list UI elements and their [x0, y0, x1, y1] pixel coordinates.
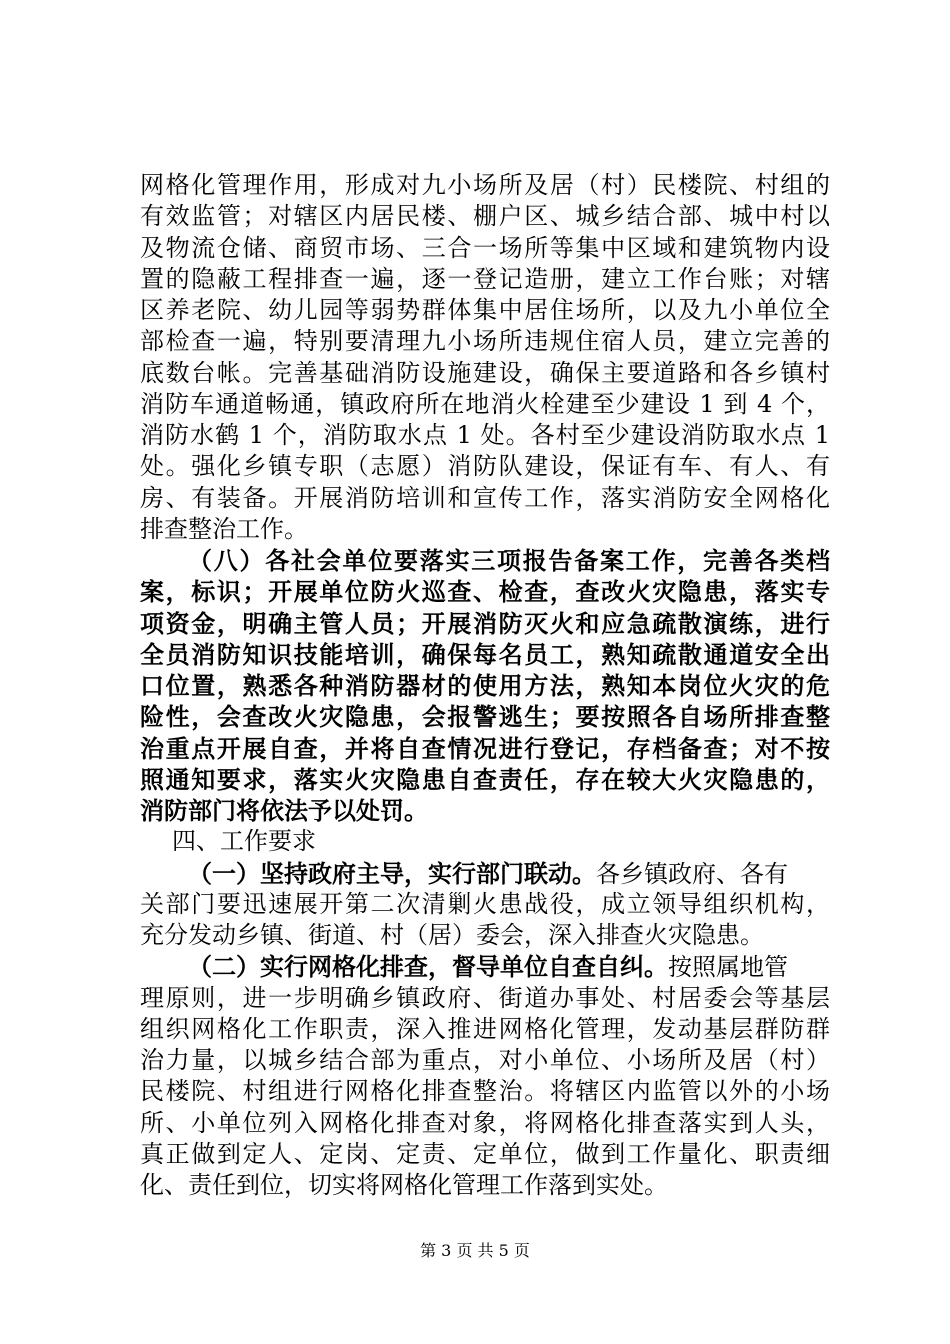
paragraph-line: 照通知要求，落实火灾隐患自查责任，存在较大火灾隐患的，	[140, 764, 830, 794]
paragraph-lead: （二）实行网格化排查，督导单位自查自纠。	[188, 952, 668, 982]
paragraph-line: 关部门要迅速展开第二次清剿火患战役，成立领导组织机构，	[140, 889, 830, 918]
paragraph-line: 消防车通道畅通，镇政府所在地消火栓建至少建设 1 到 4 个，	[140, 389, 830, 418]
paragraph-line: 案，标识；开展单位防火巡查、检查，查改火灾隐患，落实专	[140, 577, 830, 607]
paragraph-line: 充分发动乡镇、街道、村（居）委会，深入排查火灾隐患。	[140, 921, 764, 949]
paragraph-line: 理原则，进一步明确乡镇政府、街道办事处、村居委会等基层	[140, 983, 830, 1012]
paragraph-text: 按照属地管	[668, 953, 788, 982]
paragraph-text: 各乡镇政府、各有	[596, 859, 788, 888]
paragraph-line: 处。强化乡镇专职（志愿）消防队建设，保证有车、有人、有	[140, 452, 830, 481]
paragraph-line: 网格化管理作用，形成对九小场所及居（村）民楼院、村组的	[140, 171, 830, 199]
paragraph-line: 化、责任到位，切实将网格化管理工作落到实处。	[140, 1171, 668, 1199]
paragraph-line: 消防部门将依法予以处罚。	[140, 796, 428, 825]
paragraph-line: 所、小单位列入网格化排查对象，将网格化排查落实到人头，	[140, 1108, 830, 1137]
paragraph-line: 组织网格化工作职责，深入推进网格化管理，发动基层群防群	[140, 1014, 830, 1043]
paragraph-line: 真正做到定人、定岗、定责、定单位，做到工作量化、职责细	[140, 1139, 830, 1168]
paragraph-line: 置的隐蔽工程排查一遍，逐一登记造册，建立工作台账；对辖	[140, 264, 830, 293]
page-footer: 第 3 页 共 5 页	[420, 1241, 530, 1260]
paragraph-line: （八）各社会单位要落实三项报告备案工作，完善各类档	[188, 546, 830, 575]
paragraph-line: 民楼院、村组进行网格化排查整治。将辖区内监管以外的小场	[140, 1077, 830, 1106]
paragraph-line: 排查整治工作。	[140, 514, 308, 543]
paragraph-line: 有效监管；对辖区内居民楼、棚户区、城乡结合部、城中村以	[140, 202, 830, 231]
paragraph-line: 全员消防知识技能培训，确保每名员工，熟知疏散通道安全出	[140, 639, 830, 669]
paragraph-line: 治重点开展自查，并将自查情况进行登记，存档备查；对不按	[140, 733, 830, 763]
paragraph-line: 部检查一遍，特别要清理九小场所违规住宿人员，建立完善的	[140, 327, 830, 356]
paragraph-line: 底数台帐。完善基础消防设施建设，确保主要道路和各乡镇村	[140, 358, 830, 387]
paragraph-line: 及物流仓储、商贸市场、三合一场所等集中区域和建筑物内设	[140, 233, 830, 262]
paragraph-line	[188, 951, 830, 982]
paragraph-line: 消防水鹤 1 个，消防取水点 1 处。各村至少建设消防取水点 1	[140, 421, 830, 449]
paragraph-lead: （一）坚持政府主导，实行部门联动。	[188, 858, 596, 888]
paragraph-line: 口位置，熟悉各种消防器材的使用方法，熟知本岗位火灾的危	[140, 671, 830, 700]
paragraph-line: 治力量，以城乡结合部为重点，对小单位、小场所及居（村）	[140, 1046, 830, 1074]
paragraph-line: 房、有装备。开展消防培训和宣传工作，落实消防安全网格化	[140, 483, 830, 512]
paragraph-line: 险性，会查改火灾隐患，会报警逃生；要按照各自场所排查整	[140, 702, 830, 732]
paragraph-line: 区养老院、幼儿园等弱势群体集中居住场所，以及九小单位全	[140, 296, 830, 324]
paragraph-line	[188, 858, 830, 889]
paragraph-line: 项资金，明确主管人员；开展消防灭火和应急疏散演练，进行	[140, 608, 830, 638]
section-heading: 四、工作要求	[172, 827, 316, 856]
